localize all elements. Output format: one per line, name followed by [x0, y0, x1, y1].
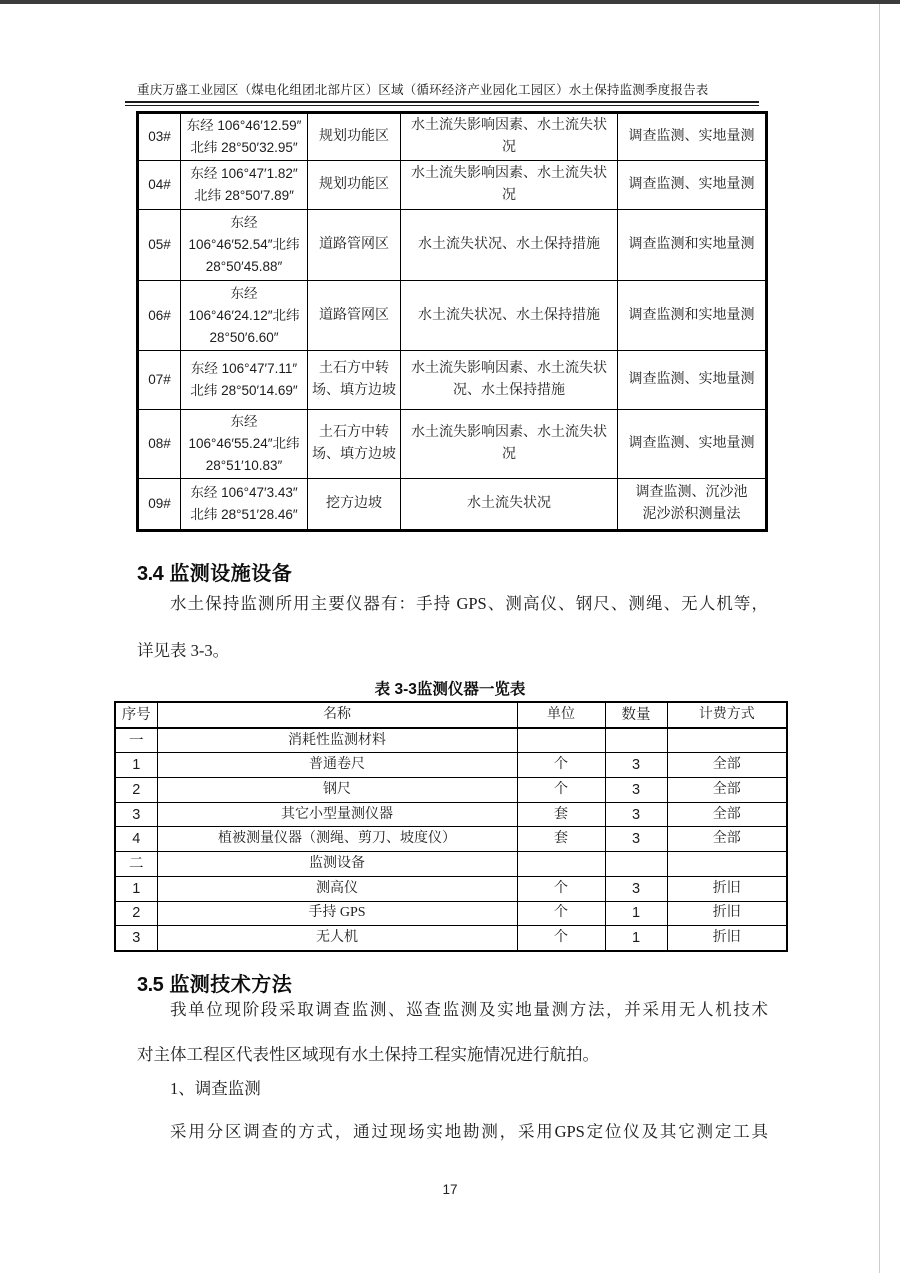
method-line: 调查监测、实地量测 [628, 436, 755, 451]
table-row [138, 410, 767, 479]
table-3-3-title: 表 3-3监测仪器一览表 [374, 681, 526, 698]
point-id: 03# [138, 113, 181, 161]
monitoring-content: 水土流失影响因素、水土流失状况 [401, 161, 618, 210]
instrument-unit: 套 [517, 827, 605, 852]
method-line: 调查监测、实地量测 [628, 372, 755, 387]
monitoring-content: 水土流失影响因素、水土流失状况、水土保持措施 [401, 351, 618, 410]
section-number: 3.5 [137, 973, 164, 996]
column-header: 序号 [115, 702, 157, 728]
paragraph-line: 水土保持监测所用主要仪器有：手持 GPS、测高仪、钢尺、测绳、无人机等， [170, 594, 768, 613]
row-index: 3 [115, 802, 157, 827]
point-coordinates [181, 410, 308, 479]
point-zone: 土石方中转场、填方边坡 [308, 351, 401, 410]
monitoring-method [618, 479, 767, 531]
table-row [115, 778, 787, 803]
instrument-unit: 个 [517, 753, 605, 778]
monitoring-content: 水土流失状况、水土保持措施 [401, 281, 618, 351]
section-number: 3.4 [137, 562, 164, 585]
coordinate-line: 北纬 28°51′28.46″ [190, 507, 298, 522]
billing-method: 全部 [667, 802, 787, 827]
method-line: 调查监测和实地量测 [628, 237, 755, 252]
monitoring-method [618, 161, 767, 210]
row-index: 4 [115, 827, 157, 852]
instrument-name: 消耗性监测材料 [157, 728, 517, 753]
section-heading-3-4 [137, 557, 292, 586]
monitoring-method [618, 410, 767, 479]
coordinate-line: 东经 106°47′3.43″ [190, 485, 298, 500]
page-number: 17 [442, 1182, 458, 1197]
point-zone: 挖方边坡 [308, 479, 401, 531]
method-line: 泥沙淤积测量法 [642, 507, 741, 522]
instruments-table [114, 701, 788, 952]
table-row [138, 281, 767, 351]
instrument-unit: 个 [517, 876, 605, 901]
table-row [138, 161, 767, 210]
table-row [115, 728, 787, 753]
table-row [138, 479, 767, 531]
row-index: 二 [115, 852, 157, 877]
instrument-name: 钢尺 [157, 778, 517, 803]
coordinate-line: 106°46′55.24″北纬 [188, 436, 300, 451]
point-id: 08# [138, 410, 181, 479]
instrument-quantity: 3 [605, 778, 667, 803]
table-row [115, 876, 787, 901]
instrument-quantity [605, 728, 667, 753]
instrument-name: 测高仪 [157, 876, 517, 901]
instrument-name: 监测设备 [157, 852, 517, 877]
monitoring-content: 水土流失影响因素、水土流失状况 [401, 113, 618, 161]
monitoring-method [618, 113, 767, 161]
instrument-quantity: 3 [605, 753, 667, 778]
instrument-unit [517, 852, 605, 877]
coordinate-line: 106°46′52.54″北纬 [188, 237, 300, 252]
instrument-unit: 个 [517, 778, 605, 803]
point-coordinates [181, 161, 308, 210]
coordinate-line: 东经 [230, 414, 258, 429]
point-zone: 规划功能区 [308, 161, 401, 210]
row-index: 1 [115, 876, 157, 901]
monitoring-points-table [136, 111, 768, 532]
coordinate-line: 106°46′24.12″北纬 [188, 307, 300, 323]
section-title: 监测技术方法 [169, 973, 293, 996]
instrument-name: 手持 GPS [157, 901, 517, 926]
header-rule [125, 101, 759, 106]
monitoring-content: 水土流失影响因素、水土流失状况 [401, 410, 618, 479]
instrument-quantity: 3 [605, 802, 667, 827]
instrument-name: 无人机 [157, 926, 517, 951]
paragraph-line: 我单位现阶段采取调查监测、巡查监测及实地量测方法，并采用无人机技术 [170, 1000, 768, 1019]
billing-method: 折旧 [667, 901, 787, 926]
scan-right-edge [879, 4, 880, 1273]
method-line: 调查监测、实地量测 [628, 129, 755, 144]
point-coordinates [181, 479, 308, 531]
instrument-unit: 个 [517, 901, 605, 926]
point-zone: 土石方中转场、填方边坡 [308, 410, 401, 479]
section-title: 监测设施设备 [169, 562, 293, 585]
table-row [138, 113, 767, 161]
instrument-quantity: 3 [605, 876, 667, 901]
paragraph-line: 详见表 3-3。 [137, 641, 230, 660]
coordinate-line: 东经 [230, 285, 258, 301]
billing-method: 全部 [667, 827, 787, 852]
instrument-unit: 套 [517, 802, 605, 827]
point-coordinates [181, 210, 308, 281]
coordinate-line: 东经 106°46′12.59″ [186, 118, 302, 133]
instrument-name: 植被测量仪器（测绳、剪刀、坡度仪） [157, 827, 517, 852]
row-index: 2 [115, 778, 157, 803]
table-header-row [115, 702, 787, 728]
column-header: 数量 [605, 702, 667, 728]
paragraph-line: 对主体工程区代表性区域现有水土保持工程实施情况进行航拍。 [137, 1045, 599, 1064]
column-header: 计费方式 [667, 702, 787, 728]
table-row [115, 901, 787, 926]
list-item: 1、调查监测 [170, 1079, 261, 1098]
table-row [115, 852, 787, 877]
point-coordinates [181, 113, 308, 161]
point-id: 06# [138, 281, 181, 351]
monitoring-content: 水土流失状况 [401, 479, 618, 531]
instrument-quantity: 1 [605, 901, 667, 926]
point-zone: 道路管网区 [308, 281, 401, 351]
billing-method: 全部 [667, 778, 787, 803]
point-coordinates [181, 351, 308, 410]
instrument-quantity [605, 852, 667, 877]
monitoring-method [618, 210, 767, 281]
row-index: 2 [115, 901, 157, 926]
billing-method: 全部 [667, 753, 787, 778]
scan-top-edge [0, 0, 900, 4]
row-index: 一 [115, 728, 157, 753]
coordinate-line: 北纬 28°50′14.69″ [190, 383, 298, 398]
section-heading-3-5 [137, 968, 292, 997]
coordinate-line: 北纬 28°50′32.95″ [190, 140, 298, 155]
monitoring-content: 水土流失状况、水土保持措施 [401, 210, 618, 281]
table-row [138, 210, 767, 281]
row-index: 3 [115, 926, 157, 951]
method-line: 调查监测、实地量测 [628, 177, 755, 192]
instrument-unit [517, 728, 605, 753]
billing-method: 折旧 [667, 926, 787, 951]
billing-method [667, 852, 787, 877]
column-header: 名称 [157, 702, 517, 728]
billing-method: 折旧 [667, 876, 787, 901]
monitoring-method [618, 281, 767, 351]
table-row [115, 802, 787, 827]
paragraph-line: 采用分区调查的方式，通过现场实地勘测，采用GPS定位仪及其它测定工具 [170, 1122, 768, 1141]
point-id: 05# [138, 210, 181, 281]
monitoring-method [618, 351, 767, 410]
instrument-quantity: 3 [605, 827, 667, 852]
coordinate-line: 东经 106°47′7.11″ [190, 361, 298, 376]
point-id: 04# [138, 161, 181, 210]
point-id: 09# [138, 479, 181, 531]
point-zone: 规划功能区 [308, 113, 401, 161]
table-row [115, 827, 787, 852]
column-header: 单位 [517, 702, 605, 728]
point-id: 07# [138, 351, 181, 410]
row-index: 1 [115, 753, 157, 778]
point-coordinates [181, 281, 308, 351]
billing-method [667, 728, 787, 753]
coordinate-line: 北纬 28°50′7.89″ [194, 188, 294, 203]
coordinate-line: 28°51′10.83″ [205, 458, 283, 473]
instrument-quantity: 1 [605, 926, 667, 951]
table-row [115, 753, 787, 778]
coordinate-line: 28°50′45.88″ [205, 259, 283, 274]
instrument-name: 其它小型量测仪器 [157, 802, 517, 827]
coordinate-line: 东经 [230, 215, 258, 230]
coordinate-line: 东经 106°47′1.82″ [190, 166, 298, 181]
method-line: 调查监测和实地量测 [628, 307, 755, 323]
method-line: 调查监测、沉沙池 [635, 485, 748, 500]
coordinate-line: 28°50′6.60″ [209, 329, 279, 345]
point-zone: 道路管网区 [308, 210, 401, 281]
instrument-unit: 个 [517, 926, 605, 951]
page-header-title: 重庆万盛工业园区（煤电化组团北部片区）区域（循环经济产业园化工园区）水土保持监测季度报告表 [137, 83, 709, 97]
table-row [138, 351, 767, 410]
table-row [115, 926, 787, 951]
instrument-name: 普通卷尺 [157, 753, 517, 778]
